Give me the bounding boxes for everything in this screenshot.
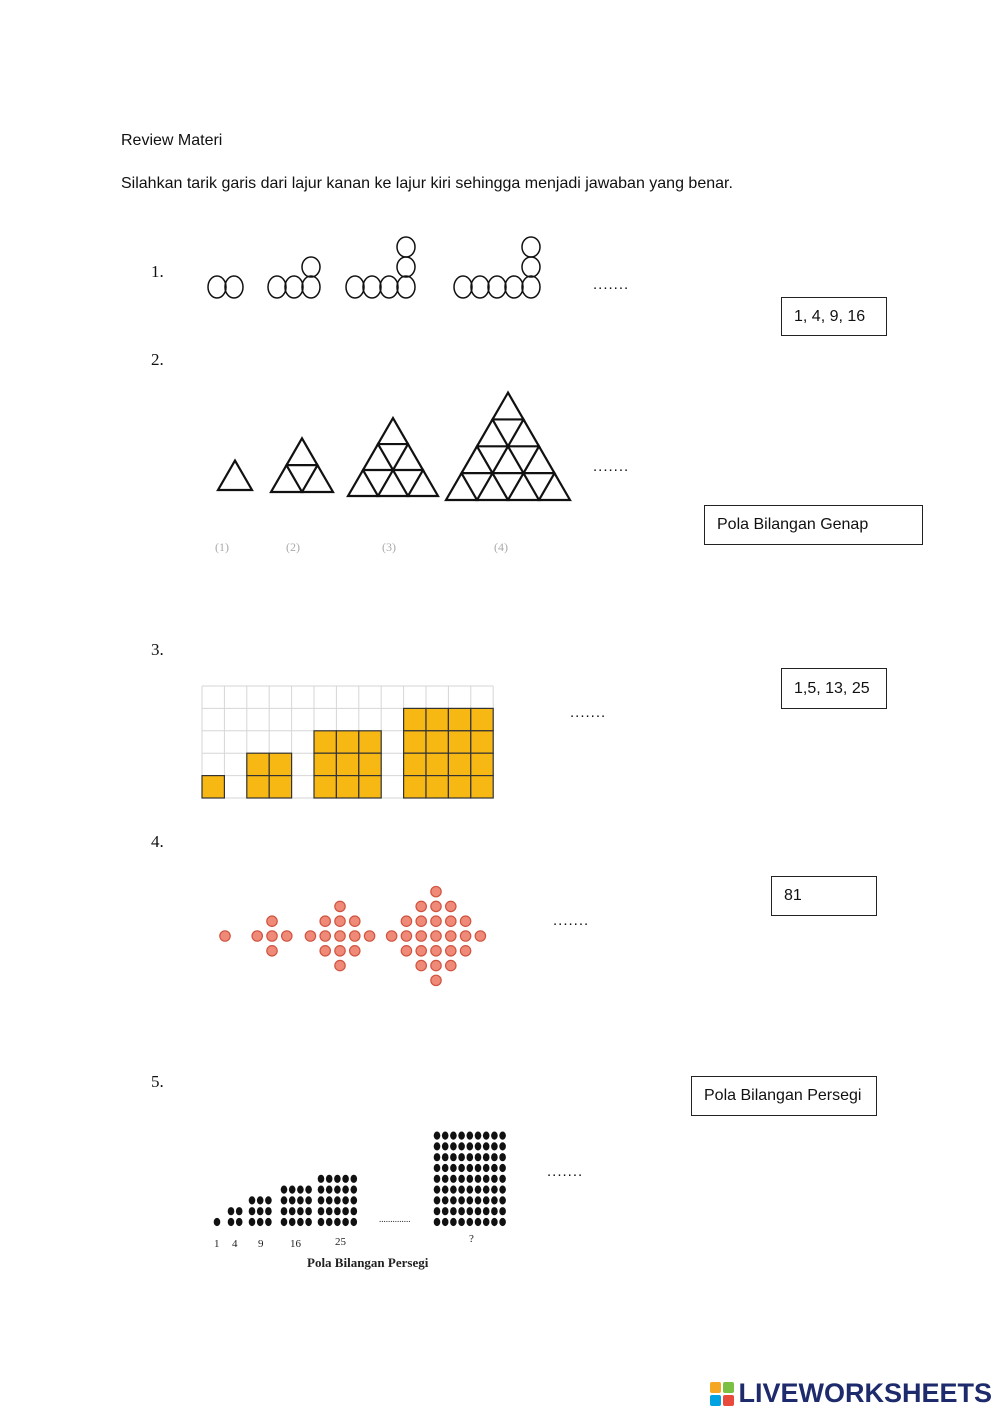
- q4-dot: [335, 916, 345, 926]
- q4-dot: [320, 931, 330, 941]
- q5-dot: [491, 1186, 498, 1194]
- q5-dot: [467, 1196, 474, 1204]
- q5-dot: [450, 1196, 457, 1204]
- q3-square-cell: [404, 753, 426, 775]
- q2-triangle: [218, 461, 252, 490]
- q5-dot: [475, 1153, 482, 1161]
- question-1-number: 1.: [151, 262, 164, 281]
- q5-dot: [491, 1142, 498, 1150]
- q4-dot: [446, 960, 456, 970]
- question-5-blank: .......: [547, 1163, 584, 1180]
- q2-triangle: [539, 473, 570, 500]
- q5-dot: [442, 1186, 449, 1194]
- q4-dot: [431, 960, 441, 970]
- question-5-caption-16: 16: [290, 1238, 301, 1250]
- question-2-figure: [210, 390, 580, 510]
- q5-dot: [458, 1132, 465, 1140]
- q3-square-cell: [314, 776, 336, 798]
- q4-dot: [267, 946, 277, 956]
- q5-dot: [442, 1132, 449, 1140]
- q5-dot: [442, 1175, 449, 1183]
- q4-dot: [320, 946, 330, 956]
- q5-dot: [467, 1164, 474, 1172]
- q5-dot: [249, 1218, 256, 1226]
- logo-square-1: [710, 1382, 721, 1393]
- q5-dot: [281, 1196, 288, 1204]
- q5-dot: [483, 1175, 490, 1183]
- q5-dot: [326, 1175, 333, 1183]
- q5-dot: [483, 1153, 490, 1161]
- q4-dot: [267, 931, 277, 941]
- answer-box-2-label: Pola Bilangan Genap: [717, 516, 869, 533]
- q1-circle: [505, 276, 523, 298]
- q2-triangle: [477, 419, 508, 446]
- q5-dot: [305, 1218, 312, 1226]
- q1-circle: [346, 276, 364, 298]
- q5-dot: [491, 1175, 498, 1183]
- q5-dot: [475, 1142, 482, 1150]
- q5-dot: [475, 1218, 482, 1226]
- q5-dot: [249, 1207, 256, 1215]
- question-4-figure: [210, 880, 500, 992]
- answer-box-2[interactable]: [704, 505, 923, 545]
- q1-circle: [397, 276, 415, 298]
- q3-square-cell: [202, 776, 224, 798]
- answer-box-1-label: 1, 4, 9, 16: [794, 307, 866, 325]
- question-5-figure: [205, 1112, 525, 1232]
- q1-circle: [522, 257, 540, 277]
- q2-triangle: [287, 438, 318, 465]
- q3-square-cell: [336, 731, 358, 753]
- q3-square-cell: [404, 776, 426, 798]
- question-2-caption-4: (4): [494, 540, 508, 554]
- q5-dot: [334, 1186, 341, 1194]
- q4-dot: [475, 931, 485, 941]
- q5-dot: [450, 1153, 457, 1161]
- q4-dot: [401, 916, 411, 926]
- q5-dot: [450, 1186, 457, 1194]
- question-5-caption-9: 9: [258, 1238, 264, 1250]
- q5-dot: [342, 1196, 349, 1204]
- q5-dot: [297, 1207, 304, 1215]
- q3-square-cell: [448, 731, 470, 753]
- logo-square-4: [723, 1395, 734, 1406]
- q5-dot: [434, 1175, 441, 1183]
- q2-triangle: [493, 446, 524, 473]
- q4-dot: [386, 931, 396, 941]
- q1-circle: [397, 257, 415, 277]
- q5-dot: [326, 1218, 333, 1226]
- question-5-caption-25: 25: [335, 1236, 346, 1248]
- q5-dot: [434, 1132, 441, 1140]
- q3-square-cell: [269, 776, 291, 798]
- q4-dot: [460, 916, 470, 926]
- question-5-number: 5.: [151, 1072, 164, 1091]
- q2-triangle: [378, 470, 408, 496]
- q5-dot: [499, 1153, 506, 1161]
- answer-box-3[interactable]: [781, 668, 887, 709]
- q4-dot: [305, 931, 315, 941]
- q5-dot: [442, 1164, 449, 1172]
- q3-square-cell: [471, 708, 493, 730]
- q4-dot: [335, 931, 345, 941]
- question-4-blank: .......: [553, 912, 590, 929]
- q5-dot: [458, 1218, 465, 1226]
- q4-dot: [460, 946, 470, 956]
- q5-dot: [458, 1153, 465, 1161]
- q5-dot: [305, 1186, 312, 1194]
- answer-box-5-label: Pola Bilangan Persegi: [704, 1087, 862, 1104]
- q4-dot: [350, 916, 360, 926]
- answer-box-4[interactable]: [771, 876, 877, 916]
- q5-dot: [458, 1196, 465, 1204]
- q3-square-cell: [471, 731, 493, 753]
- q5-dot: [467, 1218, 474, 1226]
- q5-dot: [318, 1207, 325, 1215]
- q5-dot: [467, 1186, 474, 1194]
- logo-square-2: [723, 1382, 734, 1393]
- q4-dot: [431, 975, 441, 985]
- q3-square-cell: [336, 776, 358, 798]
- q5-dot: [467, 1142, 474, 1150]
- q5-dot: [351, 1175, 358, 1183]
- q5-dot: [257, 1196, 264, 1204]
- q4-dot: [460, 931, 470, 941]
- q5-dot: [499, 1175, 506, 1183]
- q4-dot: [252, 931, 262, 941]
- q1-circle: [285, 276, 303, 298]
- q5-dot: [297, 1196, 304, 1204]
- q4-dot: [350, 946, 360, 956]
- q5-dot: [318, 1196, 325, 1204]
- answer-box-1[interactable]: [781, 297, 887, 336]
- q2-triangle: [271, 465, 302, 492]
- q1-circle: [302, 276, 320, 298]
- q3-square-cell: [314, 753, 336, 775]
- q5-dot: [297, 1218, 304, 1226]
- q2-triangle: [508, 473, 539, 500]
- q2-triangle: [477, 473, 508, 500]
- q5-dot: [434, 1164, 441, 1172]
- q5-dot: [326, 1207, 333, 1215]
- q5-dot: [281, 1207, 288, 1215]
- q5-dot: [334, 1175, 341, 1183]
- q2-triangle: [508, 419, 539, 446]
- q5-dot: [483, 1142, 490, 1150]
- q5-dot: [491, 1153, 498, 1161]
- q5-dot: [458, 1186, 465, 1194]
- q3-square-cell: [448, 753, 470, 775]
- q5-dot: [318, 1175, 325, 1183]
- q3-square-cell: [426, 708, 448, 730]
- question-2-number: 2.: [151, 350, 164, 369]
- q5-dot: [483, 1196, 490, 1204]
- q5-dot: [289, 1196, 296, 1204]
- question-3-figure: [200, 684, 495, 804]
- q5-dot: [467, 1153, 474, 1161]
- question-5-caption-unknown: ?: [469, 1233, 474, 1245]
- q5-dot: [434, 1207, 441, 1215]
- q5-dot: [467, 1207, 474, 1215]
- q2-triangle: [363, 444, 393, 470]
- q1-circle: [302, 257, 320, 277]
- q5-dot: [342, 1207, 349, 1215]
- question-5-caption-1: 1: [214, 1238, 220, 1250]
- q3-square-cell: [426, 731, 448, 753]
- q5-dot: [434, 1153, 441, 1161]
- q1-circle: [454, 276, 472, 298]
- worksheet-instruction: Silahkan tarik garis dari lajur kanan ke lajur kiri sehingga menjadi jawaban yang benar.: [121, 175, 733, 192]
- logo-square-3: [710, 1395, 721, 1406]
- q2-triangle: [408, 470, 438, 496]
- q4-dot: [350, 931, 360, 941]
- q4-dot: [220, 931, 230, 941]
- q5-dot: [442, 1218, 449, 1226]
- worksheet-title: Review Materi: [121, 132, 223, 149]
- q1-circle: [363, 276, 381, 298]
- q5-dot: [342, 1175, 349, 1183]
- q2-triangle: [378, 418, 408, 444]
- q5-dot: [491, 1132, 498, 1140]
- q5-dot: [236, 1207, 243, 1215]
- q4-dot: [431, 946, 441, 956]
- q3-square-cell: [404, 708, 426, 730]
- q5-dot: [499, 1218, 506, 1226]
- q4-dot: [431, 901, 441, 911]
- q5-dot: [499, 1186, 506, 1194]
- q2-triangle: [393, 444, 423, 470]
- q1-circle: [522, 276, 540, 298]
- q5-dot: [334, 1218, 341, 1226]
- q5-dot: [351, 1196, 358, 1204]
- q5-dot: [491, 1207, 498, 1215]
- q5-dot: [450, 1142, 457, 1150]
- q1-circle: [225, 276, 243, 298]
- q5-dot: [334, 1207, 341, 1215]
- question-1-blank: .......: [593, 276, 630, 293]
- q5-dot: [475, 1207, 482, 1215]
- q1-circle: [522, 237, 540, 257]
- q4-dot: [416, 960, 426, 970]
- q5-dot: [467, 1132, 474, 1140]
- q5-dot: [228, 1207, 235, 1215]
- q3-square-cell: [404, 731, 426, 753]
- q5-dot: [236, 1218, 243, 1226]
- q5-dot: [491, 1164, 498, 1172]
- q4-dot: [446, 916, 456, 926]
- q5-dot: [450, 1218, 457, 1226]
- logo-mark-icon: [710, 1382, 734, 1406]
- q3-square-cell: [448, 708, 470, 730]
- q5-dot: [475, 1196, 482, 1204]
- q5-dot: [483, 1186, 490, 1194]
- q4-dot: [416, 946, 426, 956]
- q1-circle: [380, 276, 398, 298]
- q5-dot: [351, 1218, 358, 1226]
- answer-box-5[interactable]: [691, 1076, 877, 1116]
- question-5-ellipsis: ..............: [379, 1214, 411, 1224]
- q2-triangle: [462, 446, 493, 473]
- q3-square-cell: [314, 731, 336, 753]
- q5-dot: [318, 1218, 325, 1226]
- q1-circle: [397, 237, 415, 257]
- q3-square-cell: [359, 776, 381, 798]
- q1-circle: [488, 276, 506, 298]
- q5-dot: [442, 1196, 449, 1204]
- q4-dot: [416, 901, 426, 911]
- q5-dot: [475, 1132, 482, 1140]
- q5-dot: [458, 1142, 465, 1150]
- q3-square-cell: [359, 753, 381, 775]
- q2-triangle: [493, 393, 524, 420]
- q4-dot: [282, 931, 292, 941]
- q5-dot: [289, 1218, 296, 1226]
- q5-dot: [499, 1207, 506, 1215]
- q5-dot: [483, 1218, 490, 1226]
- q4-dot: [335, 901, 345, 911]
- q5-dot: [281, 1186, 288, 1194]
- q5-dot: [475, 1175, 482, 1183]
- question-2-caption-2: (2): [286, 540, 300, 554]
- q5-dot: [265, 1207, 272, 1215]
- q5-dot: [326, 1196, 333, 1204]
- question-1-figure: [200, 228, 550, 306]
- q5-dot: [467, 1175, 474, 1183]
- q2-triangle: [446, 473, 477, 500]
- q4-dot: [446, 901, 456, 911]
- q5-dot: [442, 1207, 449, 1215]
- q3-square-cell: [448, 776, 470, 798]
- q5-dot: [491, 1196, 498, 1204]
- q5-dot: [289, 1186, 296, 1194]
- q4-dot: [431, 931, 441, 941]
- q4-dot: [401, 931, 411, 941]
- q5-dot: [458, 1207, 465, 1215]
- question-4-number: 4.: [151, 832, 164, 851]
- q5-dot: [214, 1218, 221, 1226]
- q5-dot: [458, 1175, 465, 1183]
- question-3-number: 3.: [151, 640, 164, 659]
- q4-dot: [401, 946, 411, 956]
- q4-dot: [335, 946, 345, 956]
- q5-dot: [483, 1164, 490, 1172]
- q5-dot: [257, 1218, 264, 1226]
- q4-dot: [416, 931, 426, 941]
- q5-dot: [434, 1186, 441, 1194]
- q5-dot: [458, 1164, 465, 1172]
- q3-square-cell: [426, 753, 448, 775]
- question-2-caption-1: (1): [215, 540, 229, 554]
- q4-dot: [431, 886, 441, 896]
- q5-dot: [257, 1207, 264, 1215]
- q5-dot: [342, 1218, 349, 1226]
- question-3-blank: .......: [570, 704, 607, 721]
- q1-circle: [471, 276, 489, 298]
- q5-dot: [228, 1218, 235, 1226]
- q2-triangle: [524, 446, 555, 473]
- q3-square-cell: [471, 776, 493, 798]
- q2-triangle: [348, 470, 378, 496]
- q4-dot: [431, 916, 441, 926]
- answer-box-3-label: 1,5, 13, 25: [794, 679, 870, 697]
- question-5-figure-title: Pola Bilangan Persegi: [307, 1255, 429, 1270]
- q5-dot: [483, 1207, 490, 1215]
- q5-dot: [318, 1186, 325, 1194]
- q4-dot: [364, 931, 374, 941]
- q3-square-cell: [471, 753, 493, 775]
- q3-square-cell: [269, 753, 291, 775]
- question-2-caption-3: (3): [382, 540, 396, 554]
- q5-dot: [450, 1175, 457, 1183]
- q5-dot: [434, 1196, 441, 1204]
- q5-dot: [499, 1196, 506, 1204]
- q5-dot: [434, 1142, 441, 1150]
- q5-dot: [326, 1186, 333, 1194]
- q4-dot: [416, 916, 426, 926]
- liveworksheets-logo: [710, 1378, 992, 1409]
- q5-dot: [305, 1196, 312, 1204]
- q5-dot: [289, 1207, 296, 1215]
- q5-dot: [499, 1164, 506, 1172]
- q3-square-cell: [247, 776, 269, 798]
- q5-dot: [342, 1186, 349, 1194]
- q5-dot: [450, 1132, 457, 1140]
- q5-dot: [434, 1218, 441, 1226]
- q4-dot: [446, 931, 456, 941]
- q5-dot: [351, 1186, 358, 1194]
- q5-dot: [265, 1196, 272, 1204]
- q2-triangle: [302, 465, 333, 492]
- question-5-caption-4: 4: [232, 1238, 238, 1250]
- q5-dot: [297, 1186, 304, 1194]
- q5-dot: [483, 1132, 490, 1140]
- q5-dot: [491, 1218, 498, 1226]
- q3-square-cell: [359, 731, 381, 753]
- q5-dot: [265, 1218, 272, 1226]
- logo-text: LIVEWORKSHEETS: [738, 1378, 992, 1408]
- q3-square-cell: [426, 776, 448, 798]
- q4-dot: [267, 916, 277, 926]
- q5-dot: [499, 1142, 506, 1150]
- q5-dot: [334, 1196, 341, 1204]
- q5-dot: [442, 1142, 449, 1150]
- answer-box-4-label: 81: [784, 887, 802, 904]
- q3-square-cell: [336, 753, 358, 775]
- q5-dot: [450, 1164, 457, 1172]
- q5-dot: [442, 1153, 449, 1161]
- q5-dot: [305, 1207, 312, 1215]
- q5-dot: [281, 1218, 288, 1226]
- q5-dot: [450, 1207, 457, 1215]
- q4-dot: [335, 960, 345, 970]
- q5-dot: [249, 1196, 256, 1204]
- q5-dot: [475, 1186, 482, 1194]
- q1-circle: [268, 276, 286, 298]
- q4-dot: [320, 916, 330, 926]
- question-2-blank: .......: [593, 458, 630, 475]
- q5-dot: [351, 1207, 358, 1215]
- q3-square-cell: [247, 753, 269, 775]
- q4-dot: [446, 946, 456, 956]
- q5-dot: [475, 1164, 482, 1172]
- q1-circle: [208, 276, 226, 298]
- q5-dot: [499, 1132, 506, 1140]
